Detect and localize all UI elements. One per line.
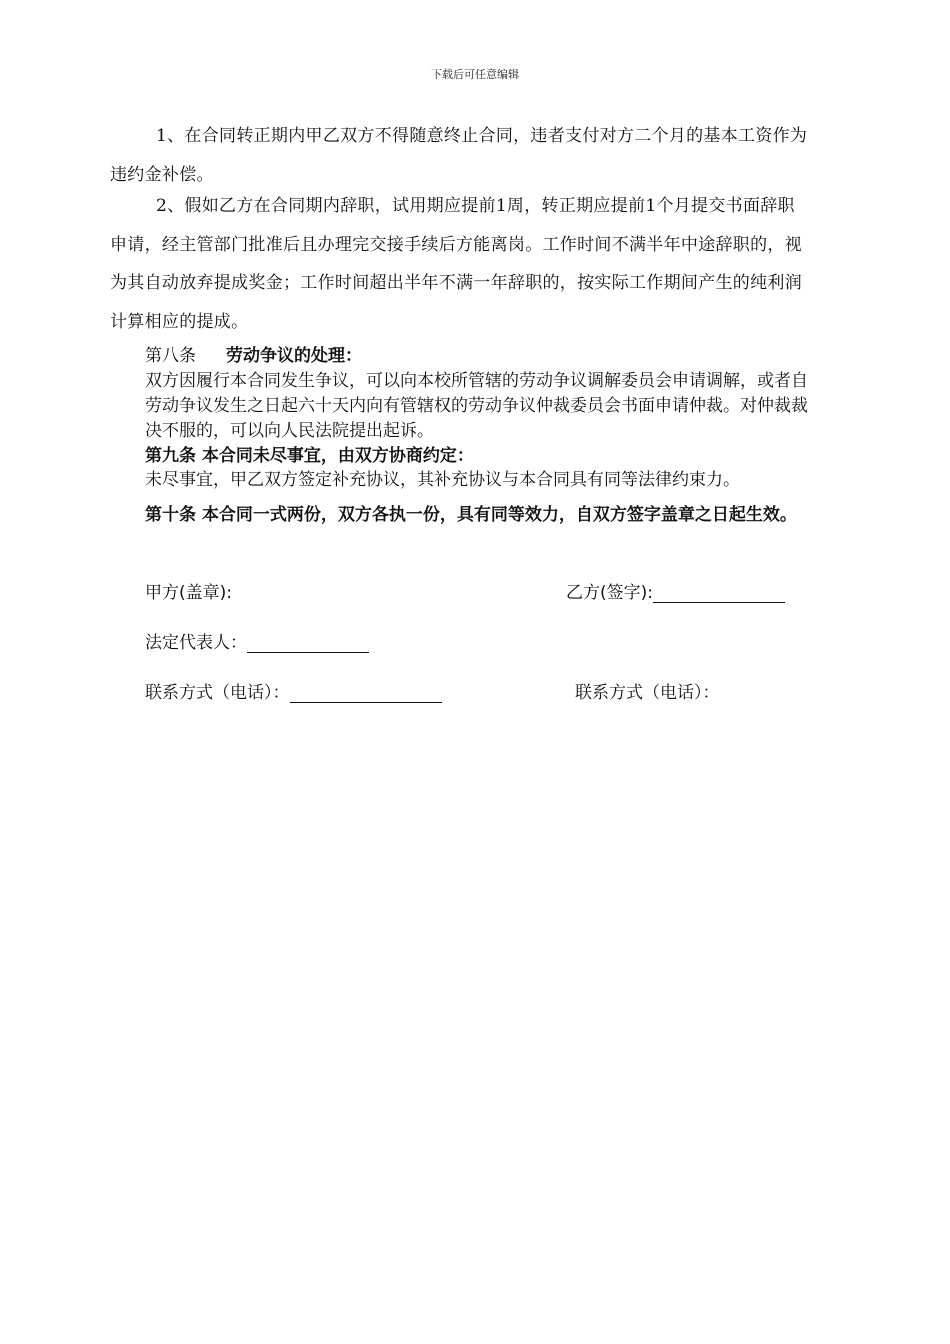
article-8-body: 双方因履行本合同发生争议，可以向本校所管辖的劳动争议调解委员会申请调解，或者自劳动争议发生之日起六十天内向有管辖权的劳动争议仲裁委员会书面申请仲裁。对仲裁裁决不服的，可以向人民法院提出起诉。	[145, 371, 808, 441]
party-a-seal-label: 甲方(盖章):	[145, 583, 232, 603]
party-b-signature-line[interactable]	[653, 584, 785, 603]
page-header-note: 下载后可任意编辑	[431, 68, 519, 81]
party-b-signature-label: 乙方(签字):	[566, 583, 653, 603]
legal-representative-line[interactable]	[247, 634, 369, 653]
article-8-heading	[145, 344, 813, 369]
party-a-contact-line[interactable]	[290, 684, 442, 703]
article-8-number: 第八条	[145, 346, 196, 366]
clause-paragraph-2: 2、假如乙方在合同期内辞职，试用期应提前1周，转正期应提前1个月提交书面辞职申请，经主管部门批准后且办理完交接手续后方能离岗。工作时间不满半年中途辞职的，视为其自动放弃提成奖金；工作时间超出半年不满一年辞职的，按实际工作期间产生的纯利润计算相应的提成。	[110, 196, 802, 332]
legal-representative-label: 法定代表人：	[145, 633, 247, 653]
party-a-contact-label: 联系方式（电话）：	[145, 683, 290, 703]
legal-representative	[145, 628, 369, 653]
party-a-contact	[145, 678, 442, 703]
article-9-heading: 第九条 本合同未尽事宜，由双方协商约定：	[145, 446, 474, 466]
article-9-body: 未尽事宜，甲乙双方签定补充协议，其补充协议与本合同具有同等法律约束力。	[145, 470, 740, 490]
party-b-contact-label: 联系方式（电话）：	[575, 683, 720, 703]
clause-paragraph-1: 1、在合同转正期内甲乙双方不得随意终止合同，违者支付对方二个月的基本工资作为违约金补偿。	[110, 126, 808, 185]
party-b-signature	[566, 578, 785, 603]
article-10: 第十条 本合同一式两份，双方各执一份，具有同等效力，自双方签字盖章之日起生效。	[145, 505, 797, 525]
article-8-title: 劳动争议的处理：	[226, 346, 362, 366]
